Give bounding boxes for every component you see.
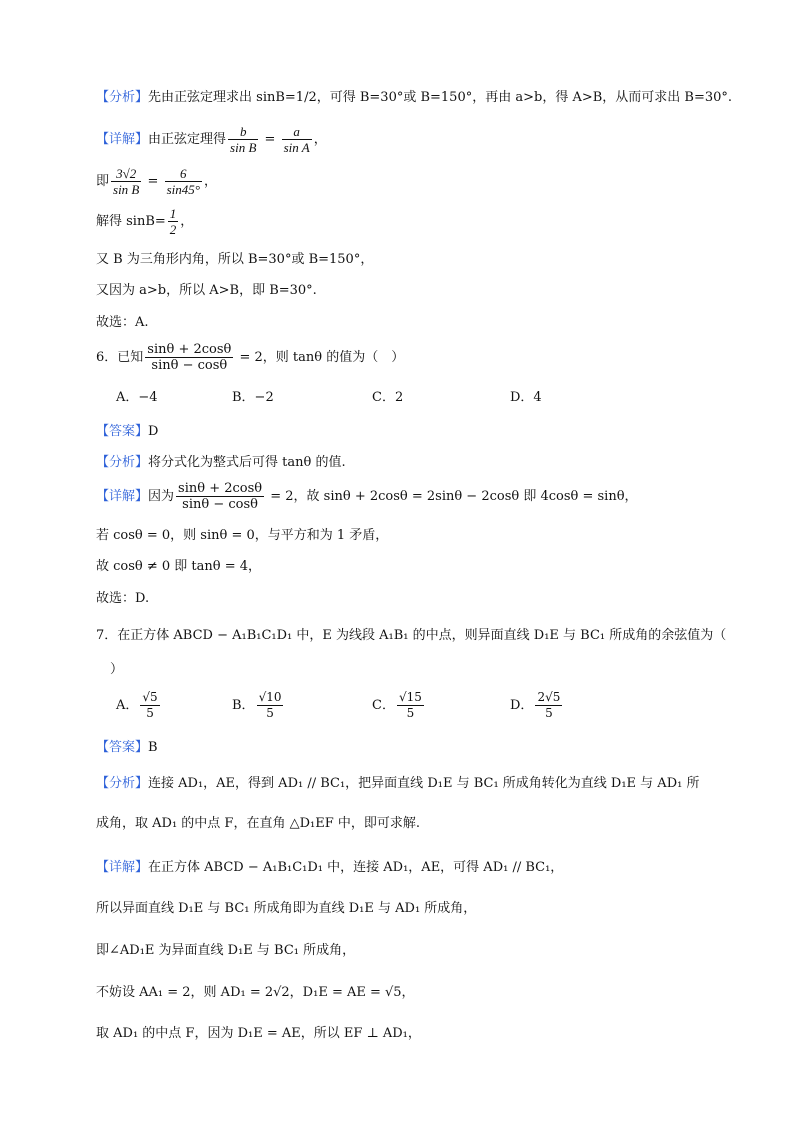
q7-detail-2: 所以异面直线 D₁E 与 BC₁ 所成角即为直线 D₁E 与 AD₁ 所成角， xyxy=(96,901,477,916)
fraction-b-over-sinB: $\frac{b}{\text{sin B}}$ xyxy=(230,124,257,155)
q6-option-d: D．4 xyxy=(510,390,542,405)
q7-option-c: C． $\frac{√15}{5}$ xyxy=(372,690,422,720)
q6-analysis: 【分析】将分式化为整式后可得 tanθ 的值. xyxy=(96,455,346,470)
fraction-q6-detail: $\frac{\sin\theta + 2\cos\theta}{\sin\theta - \cos\theta}$ xyxy=(178,481,263,512)
q7-option-d: D． $\frac{2√5}{5}$ xyxy=(510,690,561,720)
q6-option-b: B．−2 xyxy=(232,390,274,405)
analysis-line-5 xyxy=(96,88,732,108)
q7-detail-4: 不妨设 AA₁ = 2，则 AD₁ = 2√2，D₁E = AE = √5， xyxy=(96,985,415,1000)
q6-detail-3: 故 cosθ ≠ 0 即 tanθ = 4， xyxy=(96,559,262,574)
detail-tag: 【详解】 xyxy=(96,132,149,147)
fraction-6-over-sin45: $\frac{6}{\sin 45^\circ}$ xyxy=(166,166,200,197)
detail-line-5-2: 即 $\frac{3√2}{\text{sin B}}$ = $\frac{6}{\sin 45^\circ}$ ， xyxy=(96,166,217,197)
detail-line-5-3: 解得 sinB= $\frac{1}{2}$ ， xyxy=(96,206,194,237)
q6-option-c: C．2 xyxy=(372,390,404,405)
fraction-a-over-sinA: $\frac{a}{\text{sin A}}$ xyxy=(283,124,310,155)
detail-text: 由正弦定理得 xyxy=(148,132,227,147)
fraction-3root2-over-sinB: $\frac{3√2}{\text{sin B}}$ xyxy=(113,166,140,197)
q6-detail-2: 若 cosθ = 0，则 sinθ = 0，与平方和为 1 矛盾， xyxy=(96,528,389,543)
q7-analysis: 【分析】连接 AD₁，AE，得到 AD₁ // BC₁，把异面直线 D₁E 与 BC₁ 所成角转化为直线 D₁E 与 AD₁ 所 xyxy=(96,776,700,791)
detail-line-5-4: 又 B 为三角形内角，所以 B=30°或 B=150°， xyxy=(96,252,374,267)
detail-line-5-5: 又因为 a>b，所以 A>B，即 B=30°. xyxy=(96,283,317,298)
analysis-text: 先由正弦定理求出 sinB=1/2，可得 B=30°或 B=150°，再由 a>b，得 A>B，从而可求出 B=30°. xyxy=(148,90,733,105)
q6-answer: 【答案】D xyxy=(96,424,159,439)
q7-option-a: A． $\frac{√5}{5}$ xyxy=(116,690,158,720)
question-6: 6．已知 $\frac{\sin\theta + 2\cos\theta}{\sin\theta - \cos\theta}$ = 2，则 tanθ 的值为（ ） xyxy=(96,342,405,373)
question-7-paren: ） xyxy=(110,662,124,677)
detail-line-5-1: 【详解】由正弦定理得 $\frac{b}{\text{sin B}}$ = $\frac{a}{\text{sin A}}$ ， xyxy=(96,124,327,155)
q7-option-b: B． $\frac{√10}{5}$ xyxy=(232,690,282,720)
analysis-tag: 【分析】 xyxy=(96,90,149,105)
q6-option-a: A．−4 xyxy=(116,390,158,405)
q7-detail-5: 取 AD₁ 的中点 F，因为 D₁E = AE，所以 EF ⊥ AD₁， xyxy=(96,1026,421,1041)
question-7: 7．在正方体 ABCD − A₁B₁C₁D₁ 中，E 为线段 A₁B₁ 的中点，则异面直线 D₁E 与 BC₁ 所成角的余弦值为（ xyxy=(96,628,727,643)
fraction-question-6: $\frac{\sin\theta + 2\cos\theta}{\sin\theta - \cos\theta}$ xyxy=(147,342,232,373)
q7-detail-3: 即∠AD₁E 为异面直线 D₁E 与 BC₁ 所成角， xyxy=(96,943,356,958)
q7-analysis-2: 成角，取 AD₁ 的中点 F，在直角 △D₁EF 中，即可求解. xyxy=(96,816,420,831)
fraction-one-half: $\frac{1}{2}$ xyxy=(169,206,177,237)
q6-detail-4: 故选：D. xyxy=(96,591,150,606)
detail-line-5-6: 故选：A. xyxy=(96,315,149,330)
q7-answer: 【答案】B xyxy=(96,740,158,755)
q7-detail: 【详解】在正方体 ABCD − A₁B₁C₁D₁ 中，连接 AD₁，AE，可得 AD₁ // BC₁， xyxy=(96,860,564,875)
q6-detail: 【详解】因为 $\frac{\sin\theta + 2\cos\theta}{\sin\theta - \cos\theta}$ = 2，故 sinθ + 2cosθ = 2sinθ − 2cosθ 即 4cosθ = sinθ， xyxy=(96,481,638,512)
